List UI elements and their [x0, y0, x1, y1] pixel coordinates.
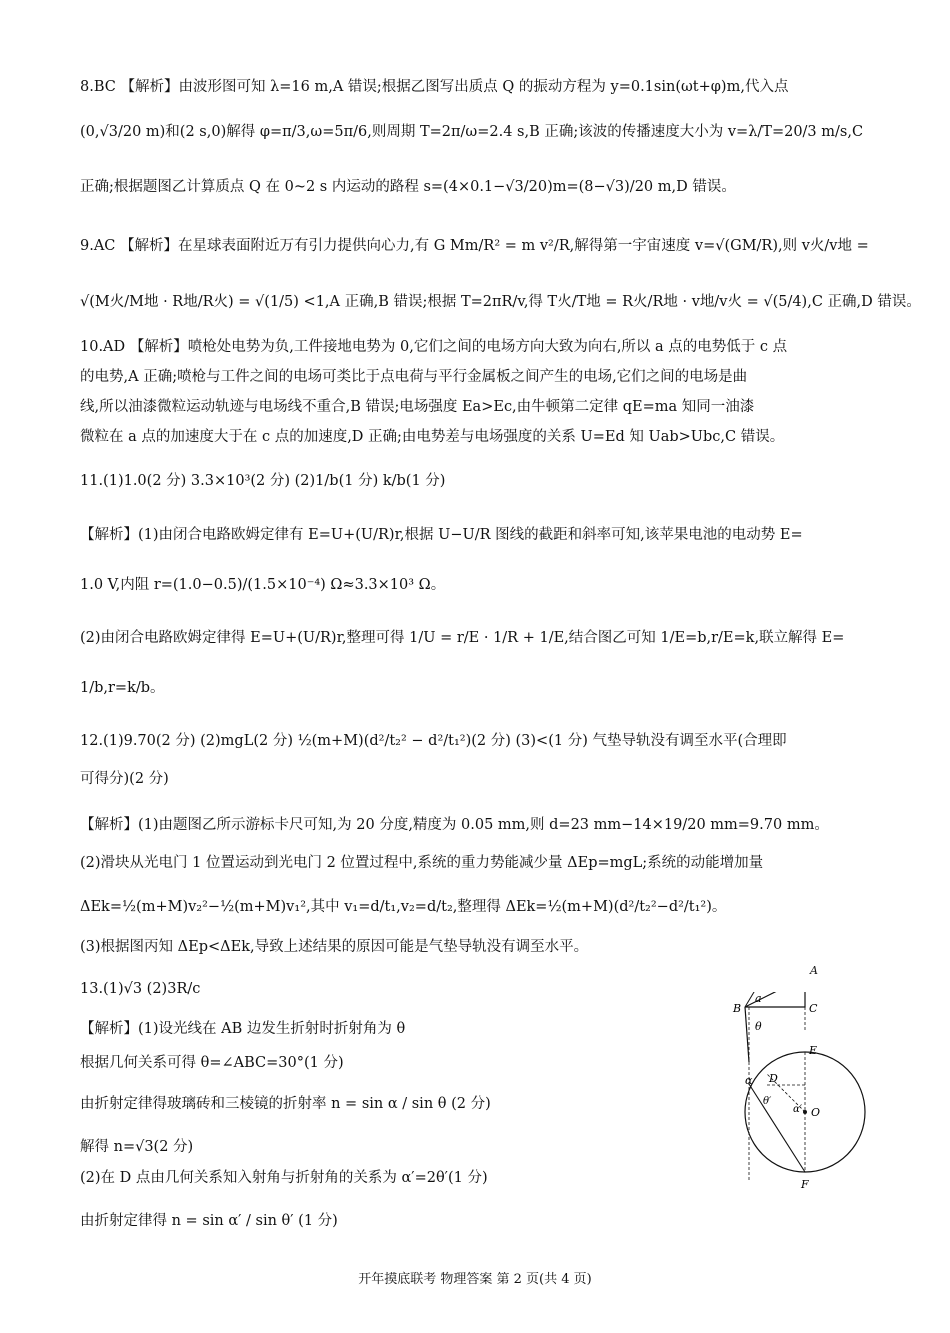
label-o: O [811, 1106, 821, 1119]
q10-line-2: 的电势,A 正确;喷枪与工件之间的电场可类比于点电荷与平行金属板之间产生的电场,它们之间的电场是曲 [80, 369, 748, 385]
q13-line-3: 根据几何关系可得 θ=∠ABC=30°(1 分) [80, 1055, 344, 1071]
label-a-vertex: A [810, 964, 818, 977]
q9-line-2: √(M火/M地 · R地/R火) = √(1/5) <1,A 正确,B 错误;根据 T=2πR/v,得 T火/T地 = R火/R地 · v地/v火 = √(5/4),C 正确,D 错误。 [80, 294, 921, 310]
ray-in-circle [749, 1084, 805, 1172]
q10-line-4: 微粒在 a 点的加速度大于在 c 点的加速度,D 正确;由电势差与电场强度的关系 U=Ed 知 Uab>Ubc,C 错误。 [80, 429, 785, 445]
center-point [803, 1110, 807, 1114]
q13-line-6: (2)在 D 点由几何关系知入射角与折射角的关系为 α′=2θ′(1 分) [80, 1170, 488, 1186]
q11-line-4: (2)由闭合电路欧姆定律得 E=U+(U/R)r,整理可得 1/U = r/E · 1/R + 1/E,结合图乙可知 1/E=b,r/E=k,联立解得 E= [80, 630, 845, 646]
q10-line-1: 10.AD 【解析】喷枪处电势为负,工件接地电势为 0,它们之间的电场方向大致为向右,所以 a 点的电势低于 c 点 [80, 339, 788, 355]
q11-line-1: 11.(1)1.0(2 分) 3.3×10³(2 分) (2)1/b(1 分) k/b(1 分) [80, 473, 446, 489]
label-theta-prime: θ′ [763, 1096, 772, 1107]
q12-line-3: 【解析】(1)由题图乙所示游标卡尺可知,为 20 分度,精度为 0.05 mm,则 d=23 mm−14×19/20 mm=9.70 mm。 [80, 817, 829, 833]
q12-line-6: (3)根据图丙知 ΔEp<ΔEk,导致上述结果的原因可能是气垫导轨没有调至水平。 [80, 939, 589, 955]
label-c: C [809, 1002, 818, 1015]
q12-line-1: 12.(1)9.70(2 分) (2)mgL(2 分) ½(m+M)(d²/t₂² − d²/t₁²)(2 分) (3)<(1 分) 气垫导轨没有调至水平(合理即 [80, 733, 787, 749]
label-alpha-prime: α′ [793, 1104, 803, 1115]
q11-line-2: 【解析】(1)由闭合电路欧姆定律有 E=U+(U/R)r,根据 U−U/R 图线的截距和斜率可知,该苹果电池的电动势 E= [80, 527, 803, 543]
label-b: B [733, 1002, 742, 1015]
prism-triangle [745, 992, 805, 1007]
q9-line-1: 9.AC 【解析】在星球表面附近万有引力提供向心力,有 G Mm/R² = m v²/R,解得第一宇宙速度 v=√(GM/R),则 v火/v地 = [80, 238, 869, 254]
q8-line-2: (0,√3/20 m)和(2 s,0)解得 φ=π/3,ω=5π/6,则周期 T=2π/ω=2.4 s,B 正确;该波的传播速度大小为 v=λ/T=20/3 m/s,C [80, 124, 864, 140]
label-e: E [809, 1044, 818, 1057]
label-f: F [801, 1178, 809, 1191]
page-footer: 开年摸底联考 物理答案 第 2 页(共 4 页) [358, 1272, 592, 1287]
q8-line-3: 正确;根据题图乙计算质点 Q 在 0~2 s 内运动的路程 s=(4×0.1−√3/20)m=(8−√3)/20 m,D 错误。 [80, 179, 736, 195]
label-alpha: α [745, 1074, 753, 1087]
q13-line-2: 【解析】(1)设光线在 AB 边发生折射时折射角为 θ [80, 1021, 406, 1037]
q10-line-3: 线,所以油漆微粒运动轨迹与电场线不重合,B 错误;电场强度 Ea>Ec,由牛顿第二定律 qE=ma 知同一油漆 [80, 399, 755, 415]
refracted-ray [745, 1007, 749, 1062]
label-d: D [769, 1072, 778, 1085]
label-theta: θ [755, 1020, 762, 1033]
q13-line-7: 由折射定律得 n = sin α′ / sin θ′ (1 分) [80, 1213, 338, 1229]
q8-line-1: 8.BC 【解析】由波形图可知 λ=16 m,A 错误;根据乙图写出质点 Q 的振动方程为 y=0.1sin(ωt+φ)m,代入点 [80, 79, 789, 95]
q12-line-4: (2)滑块从光电门 1 位置运动到光电门 2 位置过程中,系统的重力势能减少量 ΔEp=mgL;系统的动能增加量 [80, 855, 764, 871]
q13-line-5: 解得 n=√3(2 分) [80, 1139, 194, 1155]
q12-line-2: 可得分)(2 分) [80, 771, 169, 787]
q13-line-4: 由折射定律得玻璃砖和三棱镜的折射率 n = sin α / sin θ (2 分) [80, 1096, 491, 1112]
q13-line-1: 13.(1)√3 (2)3R/c [80, 981, 201, 997]
label-a-top: a [755, 992, 762, 1005]
q12-line-5: ΔEk=½(m+M)v₂²−½(m+M)v₁²,其中 v₁=d/t₁,v₂=d/t₂,整理得 ΔEk=½(m+M)(d²/t₂²−d²/t₁²)。 [80, 899, 727, 915]
optics-figure [725, 992, 875, 1192]
q11-line-5: 1/b,r=k/b。 [80, 680, 165, 696]
q11-line-3: 1.0 V,内阻 r=(1.0−0.5)/(1.5×10⁻⁴) Ω≈3.3×10³ Ω。 [80, 577, 446, 593]
